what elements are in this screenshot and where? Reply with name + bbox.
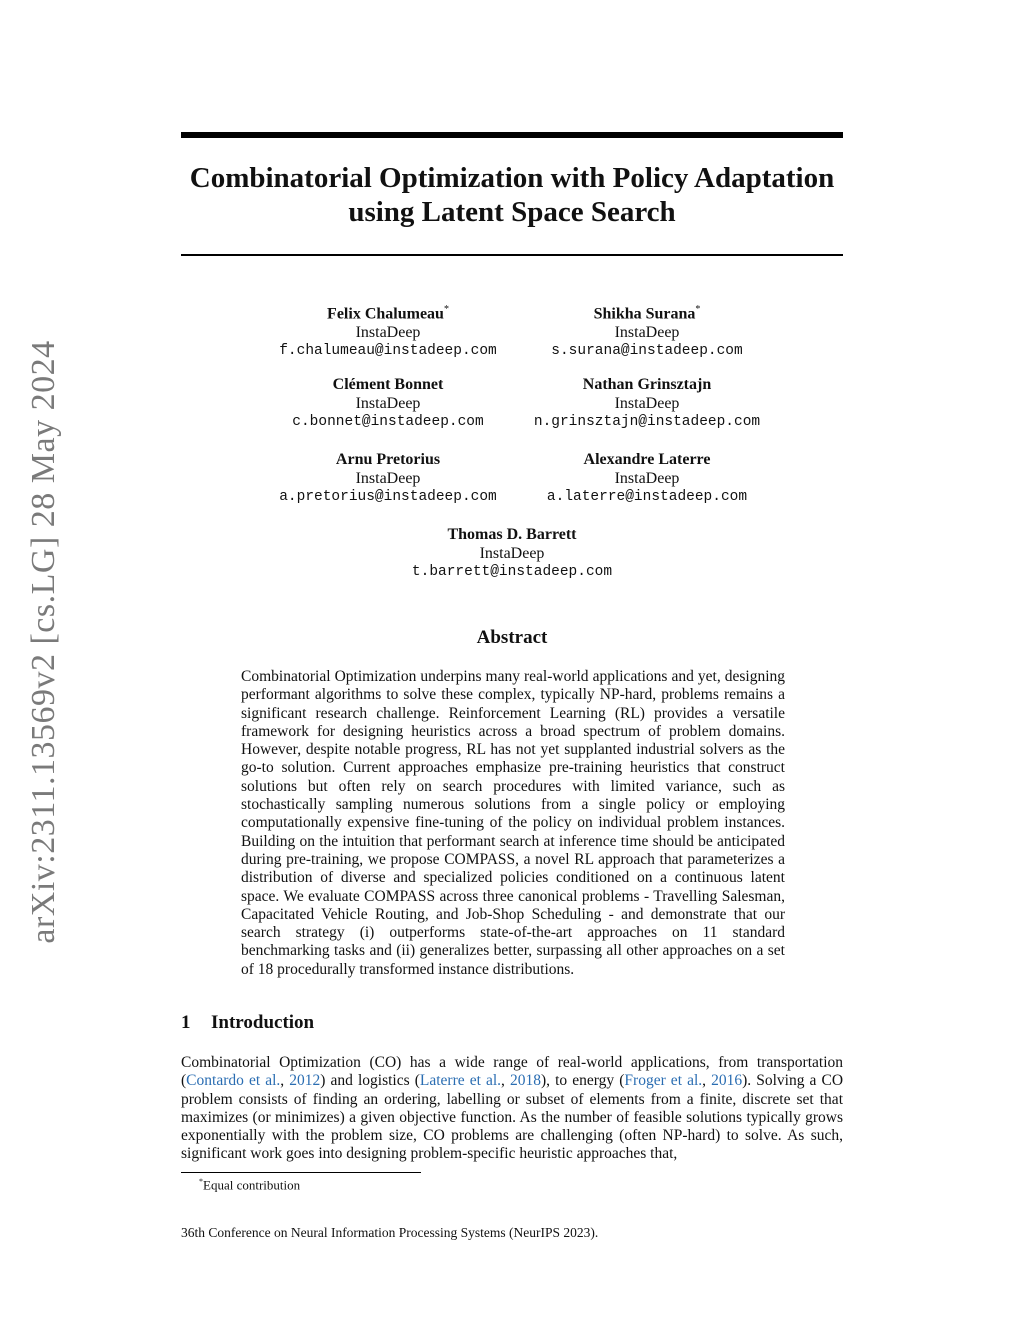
author-email[interactable]: n.grinsztajn@instadeep.com bbox=[533, 414, 761, 430]
footnote-rule bbox=[181, 1172, 421, 1173]
citation-separator: , bbox=[501, 1072, 510, 1090]
author-email[interactable]: f.chalumeau@instadeep.com bbox=[279, 343, 497, 360]
author-affiliation: InstaDeep bbox=[614, 323, 680, 341]
intro-text: Combinatorial Optimization (CO) has a wide range of real-world applications, from transportation ( bbox=[181, 1054, 843, 1090]
citation-separator: , bbox=[280, 1072, 290, 1090]
citation-year-link[interactable]: 2016 bbox=[711, 1072, 743, 1090]
citation-separator: , bbox=[702, 1072, 712, 1090]
paper-title bbox=[181, 161, 843, 229]
citation-year-link[interactable]: 2012 bbox=[289, 1072, 321, 1090]
title-line-2: using Latent Space Search bbox=[348, 196, 676, 228]
author-affiliation: InstaDeep bbox=[479, 544, 545, 562]
citation-link[interactable]: Froger et al. bbox=[624, 1072, 703, 1090]
author-name: Alexandre Laterre bbox=[583, 451, 711, 468]
section-number: 1 bbox=[181, 1012, 191, 1033]
author-affiliation: InstaDeep bbox=[355, 394, 421, 412]
author-block bbox=[487, 451, 807, 507]
citation-year-link[interactable]: 2018 bbox=[510, 1072, 541, 1090]
author-name: Shikha Surana bbox=[593, 305, 696, 323]
author-email[interactable]: a.laterre@instadeep.com bbox=[546, 489, 748, 505]
author-block bbox=[352, 526, 672, 582]
citation-link[interactable]: Contardo et al. bbox=[186, 1072, 281, 1090]
equal-contribution-mark: * bbox=[695, 304, 701, 315]
intro-text: ). Solving a CO problem consists of finding an ordering, labelling or subset of elements from a finite, discrete set that maximizes (or minimizes) a given objective function. As the number of feasible solutions typically grows exponentially with the problem size, CO problems are challenging (often NP-hard) to solve. As such, significant work goes into designing problem-specific heuristic approaches that, bbox=[181, 1072, 844, 1163]
citation-link[interactable]: Laterre et al. bbox=[419, 1072, 502, 1090]
title-line-1: Combinatorial Optimization with Policy Adaptation bbox=[189, 162, 835, 194]
author-email[interactable]: a.pretorius@instadeep.com bbox=[279, 489, 497, 505]
abstract-text: Combinatorial Optimization underpins many real-world applications and yet, designing performant algorithms to solve these complex, typically NP-hard, problems remains a significant research challenge. Reinforcement Learning (RL) provides a versatile framework for designing heuristics across a broad spectrum of problem domains. However, despite notable progress, RL has not yet supplanted industrial solvers as the go-to solution. Current approaches emphasize pre-training heuristics that construct solutions but often rely on search procedures with limited variance, such as stochastically sampling numerous solutions from a single policy or employing computationally expensive fine-tuning of the policy on individual problem instances. Building on the intuition that performant search at inference time should be anticipated during pre-training, we propose COMPASS, a novel RL approach that parameterizes a distribution of diverse and specialized policies conditioned on a continuous latent space. We evaluate COMPASS across three canonical problems - Travelling Salesman, Capacitated Vehicle Routing, and Job-Shop Scheduling - and demonstrate that our search strategy (i) outperforms state-of-the-art approaches on 11 standard benchmarking tasks and (ii) generalizes better, surpassing all other approaches on a set of 18 procedurally transformed instance distributions. bbox=[241, 668, 785, 978]
section-heading bbox=[181, 1012, 314, 1034]
conference-note: 36th Conference on Neural Information Processing Systems (NeurIPS 2023). bbox=[181, 1225, 599, 1240]
abstract-heading: Abstract bbox=[476, 627, 548, 648]
title-bottom-rule bbox=[181, 254, 843, 256]
section-title: Introduction bbox=[211, 1012, 315, 1033]
title-top-rule bbox=[181, 132, 843, 138]
intro-text: ) and logistics ( bbox=[320, 1072, 420, 1090]
author-name: Thomas D. Barrett bbox=[447, 526, 577, 543]
author-affiliation: InstaDeep bbox=[355, 469, 421, 487]
author-affiliation: InstaDeep bbox=[614, 469, 680, 487]
equal-contribution-mark: * bbox=[443, 304, 449, 315]
footnote-mark: * bbox=[199, 1177, 203, 1186]
author-email[interactable]: t.barrett@instadeep.com bbox=[411, 564, 613, 580]
author-email[interactable]: c.bonnet@instadeep.com bbox=[292, 414, 484, 430]
arxiv-identifier-stamp: arXiv:2311.13569v2 [cs.LG] 28 May 2024 bbox=[25, 340, 62, 944]
author-name: Arnu Pretorius bbox=[335, 451, 441, 468]
intro-text: ), to energy ( bbox=[541, 1072, 625, 1090]
author-name: Clément Bonnet bbox=[332, 376, 444, 393]
author-name: Nathan Grinsztajn bbox=[582, 376, 712, 393]
author-affiliation: InstaDeep bbox=[355, 323, 421, 341]
footnote bbox=[199, 1177, 300, 1193]
author-block bbox=[487, 376, 807, 432]
author-name: Felix Chalumeau bbox=[327, 305, 444, 323]
introduction-paragraph bbox=[181, 1054, 843, 1164]
author-email[interactable]: s.surana@instadeep.com bbox=[551, 343, 743, 360]
footnote-text: Equal contribution bbox=[203, 1177, 301, 1193]
author-block bbox=[487, 301, 807, 361]
author-affiliation: InstaDeep bbox=[614, 394, 680, 412]
